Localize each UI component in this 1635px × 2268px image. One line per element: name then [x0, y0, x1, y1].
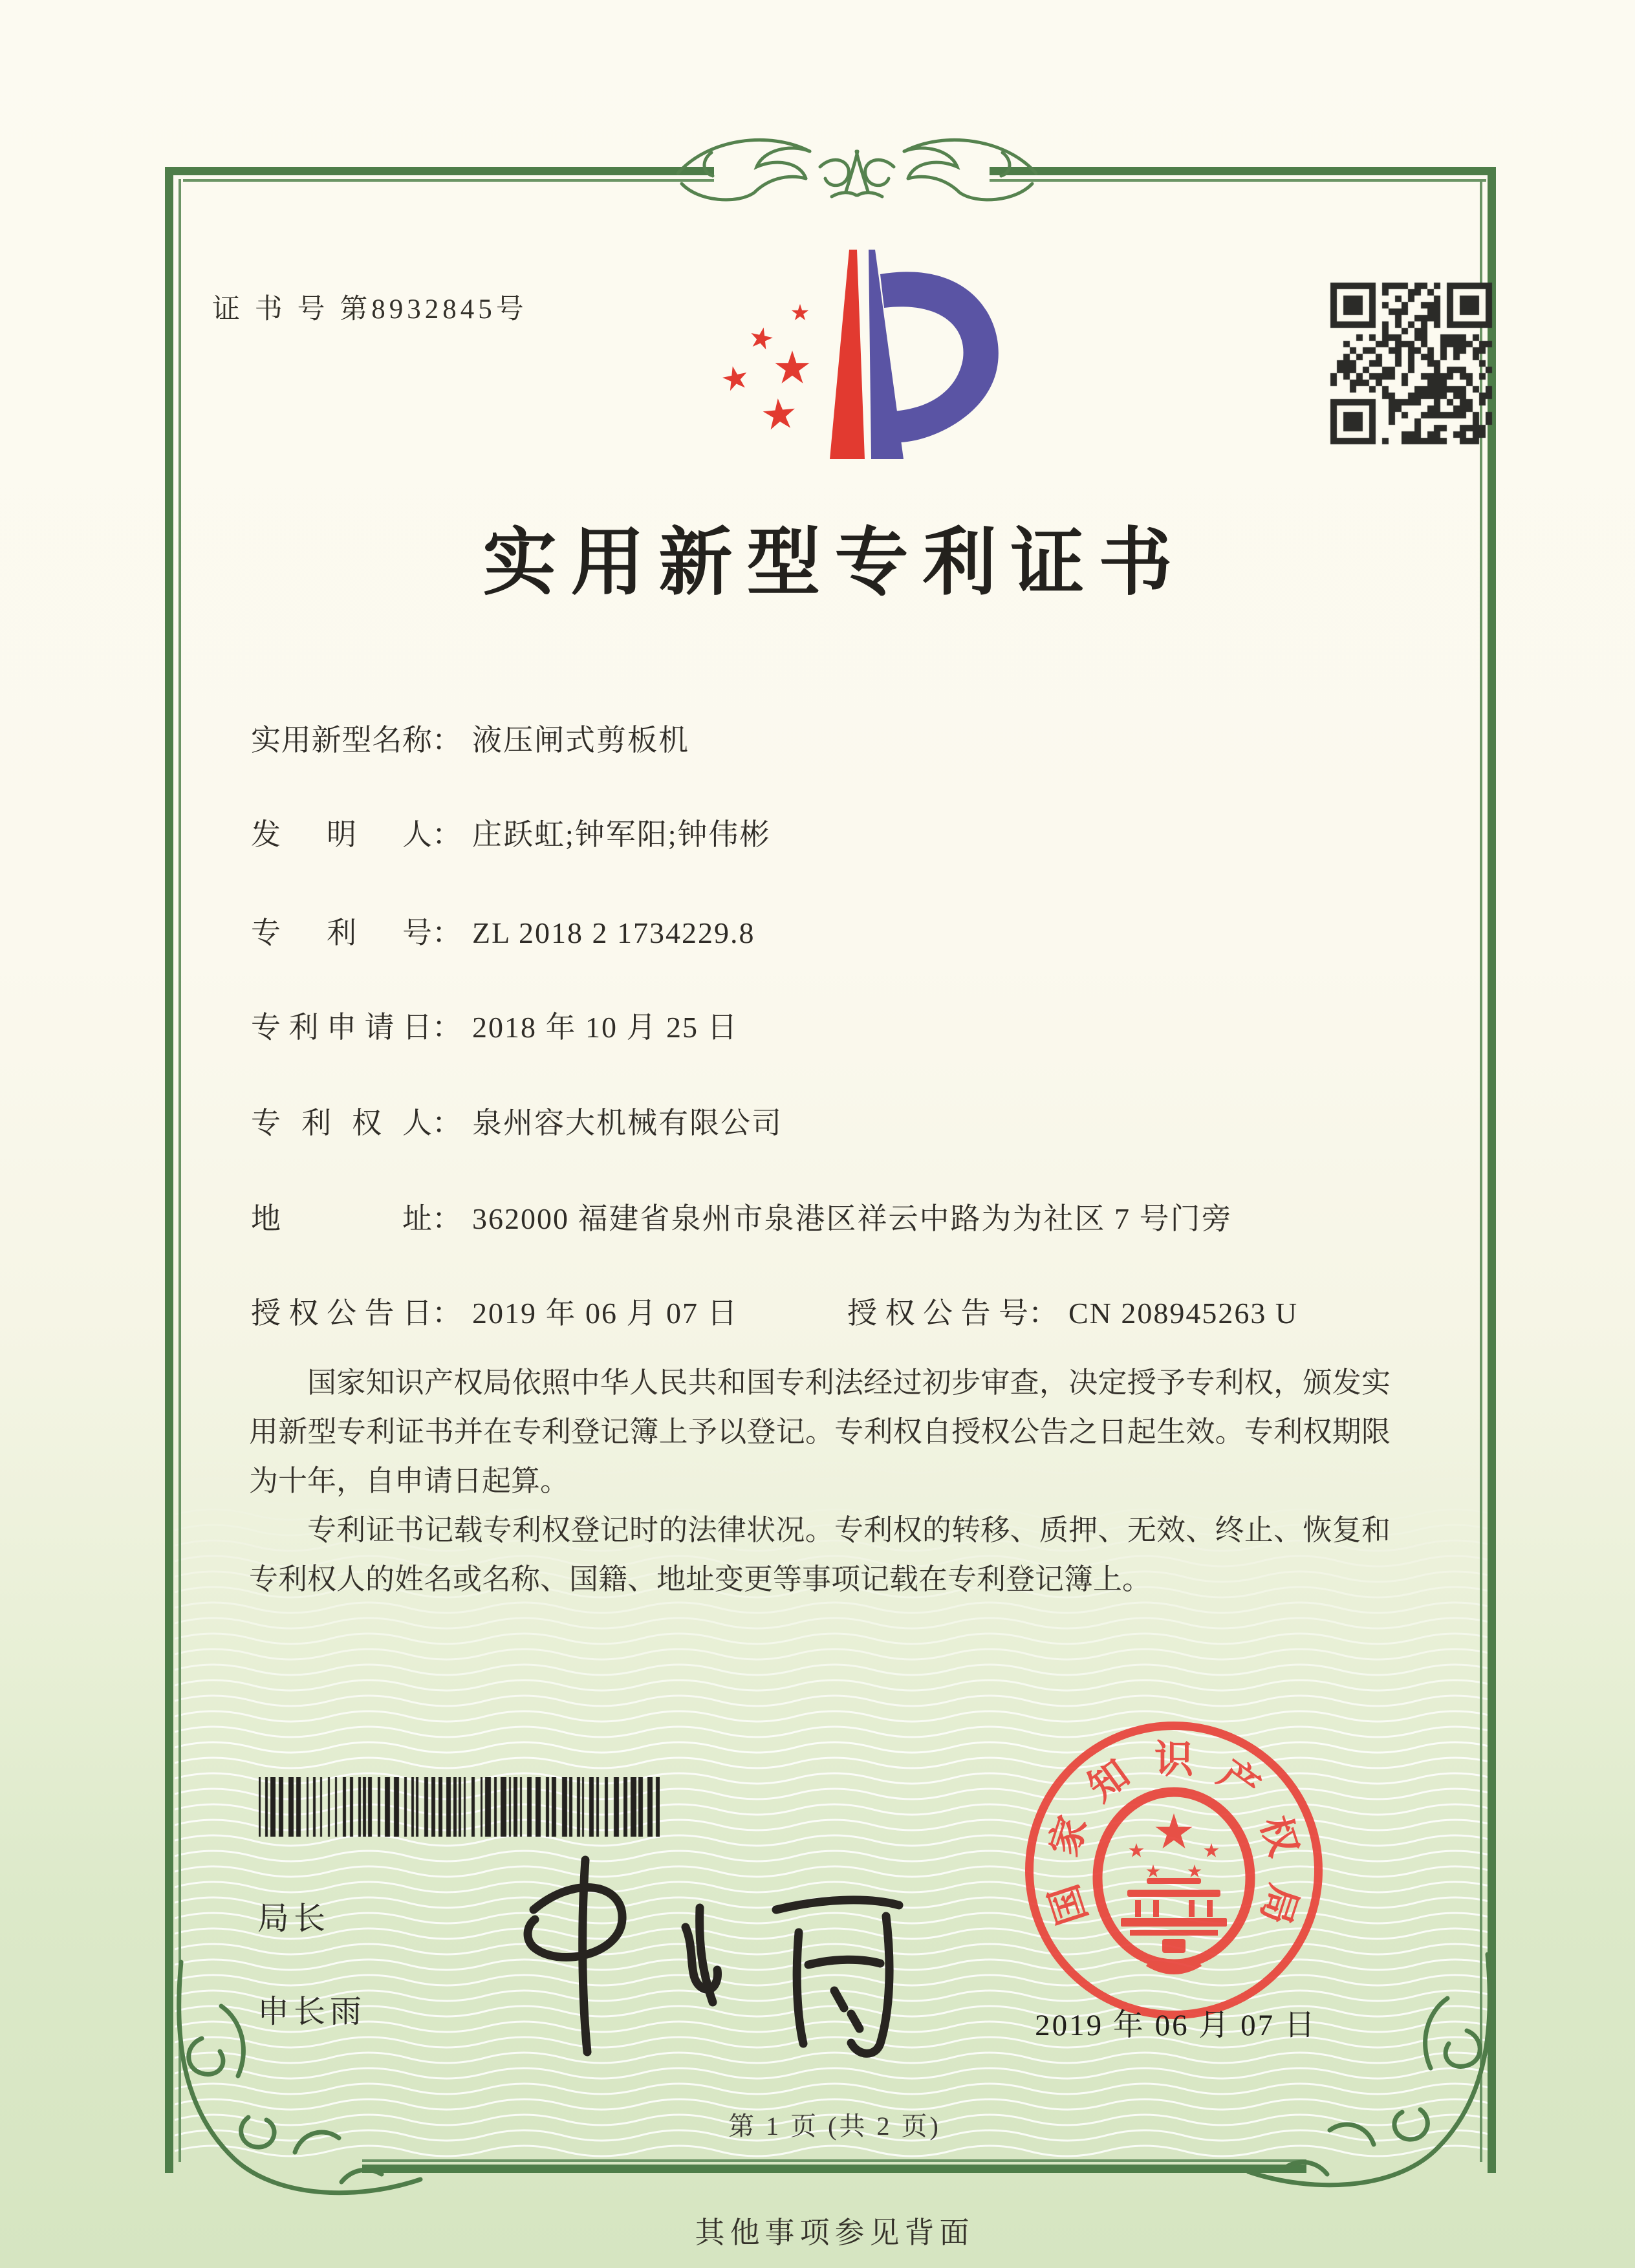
field-row-patent-number [251, 909, 1499, 952]
legal-text-block [249, 1358, 1391, 1604]
field-label: 专利申请日 [251, 1011, 432, 1044]
field-colon: ： [1028, 1297, 1058, 1330]
legal-paragraph-2: 专利证书记载专利权登记时的法律状况。专利权的转移、质押、无效、终止、恢复和专利权人的姓名或名称、国籍、地址变更等事项记载在专利登记簿上。 [249, 1514, 1391, 1595]
field-row-grant-date [251, 1290, 1499, 1332]
certificate-number: 证 书 号 第8932845号 [212, 294, 528, 325]
seal-char: 国 [1042, 1879, 1096, 1930]
frame-top-thin-right [990, 179, 1486, 182]
field-row-utility-model-name [251, 717, 1499, 759]
field-label: 地址 [251, 1202, 432, 1235]
seal-char: 产 [1210, 1752, 1268, 1809]
certificate-title: 实用新型专利证书 [482, 522, 1187, 604]
field-value: 2019 年 06 月 07 日 [472, 1297, 739, 1330]
field-row-address [251, 1195, 1499, 1238]
seal-char: 知 [1080, 1752, 1138, 1809]
field-value: 庄跃虹;钟军阳;钟伟彬 [472, 818, 771, 851]
field-colon: ： [432, 916, 462, 949]
back-side-note: 其他事项参见背面 [695, 2216, 975, 2249]
seal-date: 2019 年 06 月 07 日 [1035, 2009, 1317, 2042]
frame-left-thick [165, 167, 173, 2173]
field-label: 专利权人 [251, 1107, 432, 1139]
frame-bottom-thick [362, 2165, 1306, 2173]
seal-char: 家 [1042, 1811, 1096, 1861]
field-row-patentee [251, 1099, 1499, 1142]
field-colon: ： [432, 724, 462, 757]
frame-top-thick-left [173, 167, 714, 175]
field-row-filing-date [251, 1004, 1499, 1046]
frame-left-thin [179, 179, 181, 2162]
field-colon: ： [432, 1011, 462, 1044]
field-group-grant-number [847, 1290, 1298, 1332]
field-value: 泉州容大机械有限公司 [472, 1107, 783, 1139]
seal-char: 局 [1252, 1879, 1306, 1930]
barcode [259, 1777, 660, 1837]
national-emblem-icon [1090, 1781, 1258, 1975]
field-label: 发明人 [251, 818, 432, 851]
director-signature [472, 1848, 925, 2065]
director-name: 申长雨 [257, 1994, 367, 2029]
frame-right-thick [1488, 167, 1496, 2173]
field-colon: ： [432, 1202, 462, 1235]
official-seal [1025, 1722, 1323, 2019]
field-label: 实用新型名称 [251, 724, 432, 757]
field-colon: ： [432, 818, 462, 851]
page-number: 第 1 页 (共 2 页) [728, 2111, 941, 2141]
field-label: 授权公告日 [251, 1297, 432, 1330]
frame-right-thin [1480, 179, 1482, 2162]
frame-bottom-thin [362, 2159, 1306, 2162]
cnipa-logo-icon [702, 241, 1006, 490]
director-title: 局长 [257, 1901, 330, 1936]
qr-code [1321, 273, 1502, 454]
frame-top-thick-right [990, 167, 1496, 175]
frame-top-thin-left [183, 179, 714, 182]
field-value: ZL 2018 2 1734229.8 [472, 916, 755, 949]
field-label: 授权公告号 [847, 1297, 1028, 1330]
field-value: CN 208945263 U [1068, 1297, 1299, 1330]
field-label: 专利号 [251, 916, 432, 949]
dragon-ornament-icon [673, 127, 1041, 227]
field-row-inventors [251, 811, 1499, 854]
seal-char: 权 [1252, 1811, 1306, 1861]
seal-char: 识 [1154, 1738, 1193, 1781]
field-value: 液压闸式剪板机 [472, 724, 689, 757]
field-value: 362000 福建省泉州市泉港区祥云中路为为社区 7 号门旁 [472, 1202, 1233, 1235]
field-colon: ： [432, 1297, 462, 1330]
field-value: 2018 年 10 月 25 日 [472, 1011, 739, 1044]
field-colon: ： [432, 1107, 462, 1139]
legal-paragraph-1: 国家知识产权局依照中华人民共和国专利法经过初步审查，决定授予专利权，颁发实用新型专利证书并在专利登记簿上予以登记。专利权自授权公告之日起生效。专利权期限为十年，自申请日起算。 [249, 1366, 1391, 1497]
